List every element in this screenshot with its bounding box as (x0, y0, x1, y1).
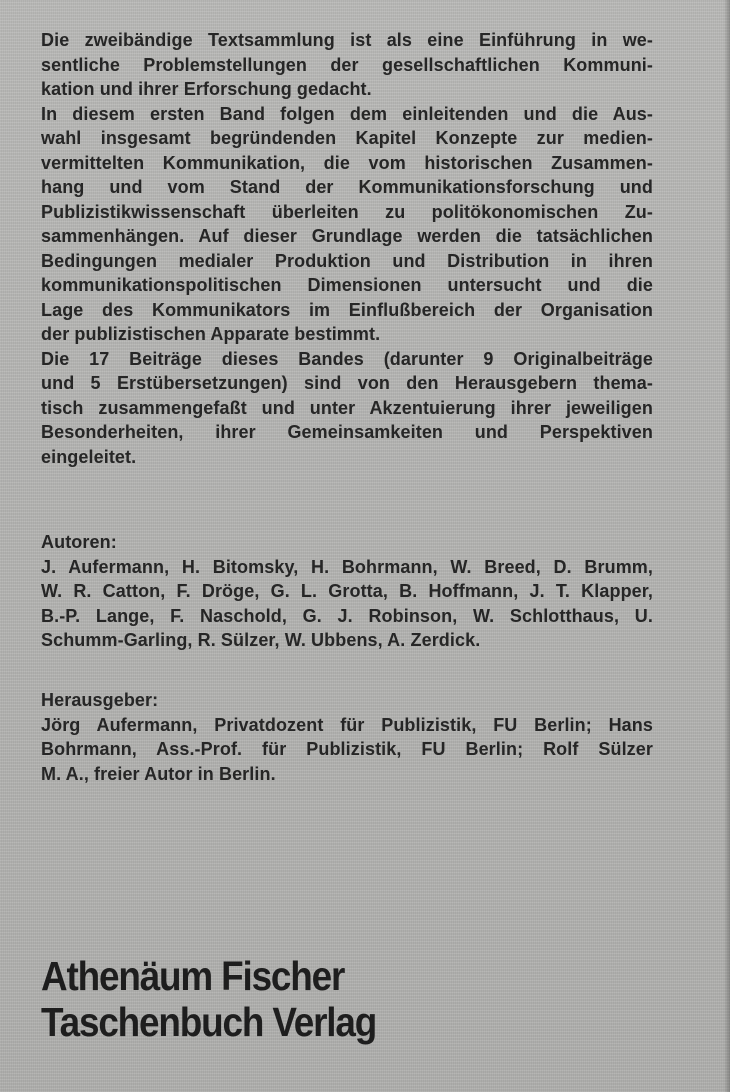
page-edge-shadow (724, 0, 730, 1092)
authors-line: J. Aufermann, H. Bitomsky, H. Bohrmann, W. Breed, D. Brumm, (41, 556, 653, 577)
text-line: Besonderheiten, ihrer Gemeinsamkeiten und Perspektiven (41, 422, 653, 442)
text-line: kation und ihrer Erforschung gedacht. (41, 79, 372, 99)
text-line: Die zweibändige Textsammlung ist als eine Einführung in we- (41, 30, 653, 50)
authors-line: Schumm-Garling, R. Sülzer, W. Ubbens, A. Zerdick. (41, 630, 481, 650)
text-line: und 5 Erstübersetzungen) sind von den Herausgebern thema- (41, 373, 653, 393)
authors-line: B.-P. Lange, F. Naschold, G. J. Robinson, W. Schlotthaus, U. (41, 605, 653, 626)
authors-line: W. R. Catton, F. Dröge, G. L. Grotta, B. Hoffmann, J. T. Klapper, (41, 581, 653, 601)
text-line: tisch zusammengefaßt und unter Akzentuierung ihrer jeweiligen (41, 397, 653, 418)
text-line: Lage des Kommunikators im Einflußbereich der Organisation (41, 299, 653, 320)
text-line: Publizistikwissenschaft überleiten zu politökonomischen Zu- (41, 201, 653, 222)
publisher-line-2: Taschenbuch Verlag (41, 999, 377, 1045)
editors-heading: Herausgeber: (41, 690, 159, 710)
publisher-name (41, 953, 581, 1045)
editors-line: M. A., freier Autor in Berlin. (41, 763, 276, 784)
publisher-line-1: Athenäum Fischer (41, 953, 345, 999)
text-line: wahl insgesamt begründenden Kapitel Konzepte zur medien- (41, 128, 653, 148)
text-line: Bedingungen medialer Produktion und Distribution in ihren (41, 250, 653, 271)
text-line: In diesem ersten Band folgen dem einleitenden und die Aus- (41, 103, 653, 124)
text-line: vermittelten Kommunikation, die vom historischen Zusammen- (41, 152, 653, 173)
text-line: kommunikationspolitischen Dimensionen untersucht und die (41, 275, 653, 295)
text-line: sentliche Problemstellungen der gesellschaftlichen Kommuni- (41, 54, 653, 75)
authors-section (41, 530, 653, 653)
editors-section (41, 688, 653, 786)
text-line: Die 17 Beiträge dieses Bandes (darunter 9 Originalbeiträge (41, 348, 653, 369)
text-line: der publizistischen Apparate bestimmt. (41, 324, 381, 344)
text-line: sammenhängen. Auf dieser Grundlage werden die tatsächlichen (41, 226, 653, 246)
intro-text (41, 28, 653, 469)
text-line: hang und vom Stand der Kommunikationsforschung und (41, 177, 653, 197)
authors-heading: Autoren: (41, 532, 117, 552)
editors-line: Bohrmann, Ass.-Prof. für Publizistik, FU Berlin; Rolf Sülzer (41, 739, 653, 759)
editors-line: Jörg Aufermann, Privatdozent für Publizistik, FU Berlin; Hans (41, 714, 653, 735)
text-line: eingeleitet. (41, 446, 137, 467)
